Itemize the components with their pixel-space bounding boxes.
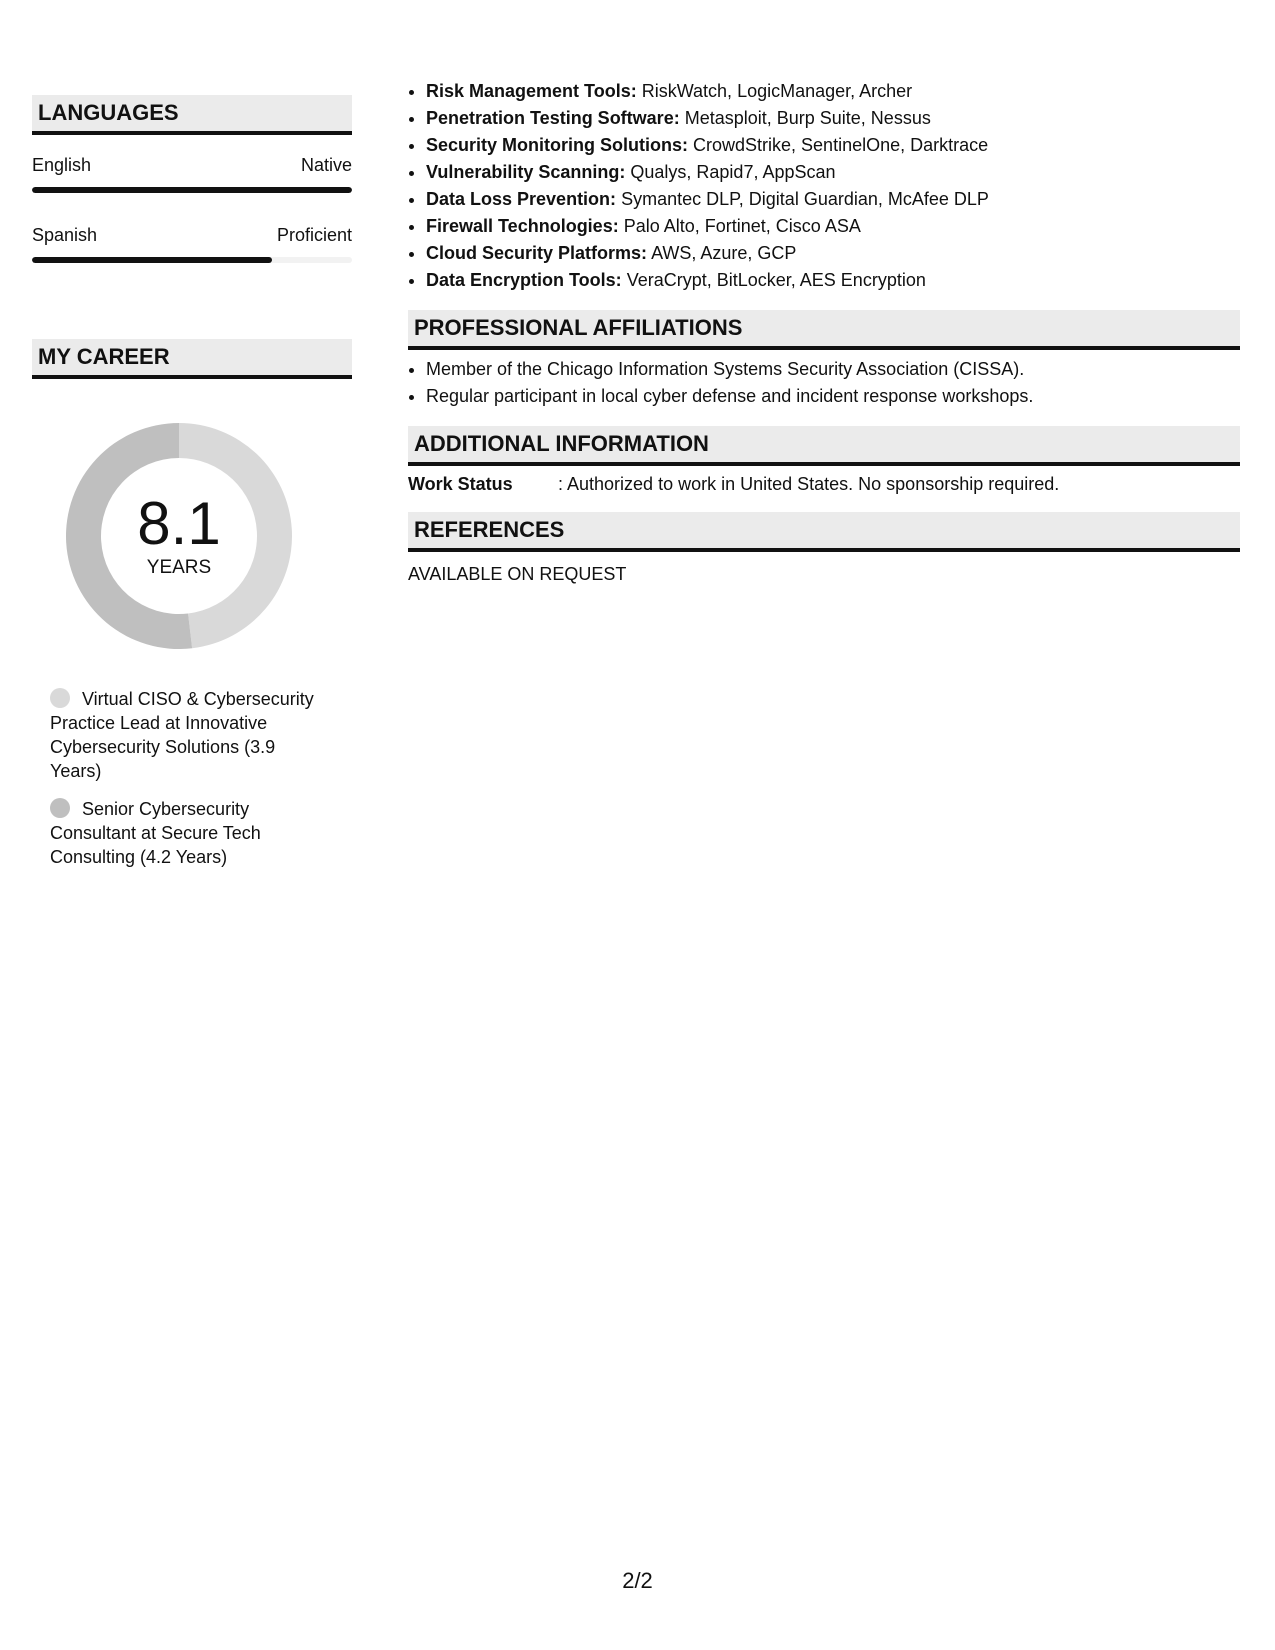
left-column xyxy=(32,95,352,883)
career-legend-item xyxy=(50,687,330,783)
tool-category: Data Loss Prevention: xyxy=(426,189,617,209)
tool-category: Data Encryption Tools: xyxy=(426,270,622,290)
affiliations-list xyxy=(408,356,1240,410)
legend-dot-icon xyxy=(50,798,70,818)
tool-values: Symantec DLP, Digital Guardian, McAfee DLP xyxy=(621,189,989,209)
language-proficiency-bar xyxy=(32,187,352,193)
page-number: 2/2 xyxy=(622,1568,653,1593)
references-text: AVAILABLE ON REQUEST xyxy=(408,564,627,584)
language-proficiency-fill xyxy=(32,257,272,263)
tools-list-item xyxy=(426,240,1240,267)
language-proficiency-bar xyxy=(32,257,352,263)
language-item-spanish xyxy=(32,223,352,263)
tools-list-item xyxy=(426,213,1240,240)
tool-values: Qualys, Rapid7, AppScan xyxy=(630,162,836,182)
work-status-row xyxy=(408,472,1240,496)
career-total-years: 8.1 xyxy=(137,490,221,557)
career-role-label: Senior Cybersecurity Consultant at Secure Tech Consulting (4.2 Years) xyxy=(50,799,261,867)
work-status-label: Work Status xyxy=(408,474,513,494)
language-level: Native xyxy=(300,155,352,175)
tool-values: RiskWatch, LogicManager, Archer xyxy=(641,81,913,101)
references-heading: REFERENCES xyxy=(408,512,1240,552)
tool-category: Firewall Technologies: xyxy=(426,216,619,236)
tools-list xyxy=(408,78,1240,294)
languages-heading: LANGUAGES xyxy=(32,95,352,135)
tool-values: Metasploit, Burp Suite, Nessus xyxy=(684,108,931,128)
additional-info-heading: ADDITIONAL INFORMATION xyxy=(408,426,1240,466)
tool-category: Vulnerability Scanning: xyxy=(426,162,626,182)
affiliation-item: • Member of the Chicago Information Systems Security Association (CISSA). xyxy=(426,356,1240,383)
tool-values: VeraCrypt, BitLocker, AES Encryption xyxy=(626,270,926,290)
language-name: English xyxy=(32,155,92,175)
tool-values: CrowdStrike, SentinelOne, Darktrace xyxy=(693,135,989,155)
tools-list-item xyxy=(426,78,1240,105)
tool-values: AWS, Azure, GCP xyxy=(651,243,797,263)
career-legend-item xyxy=(50,797,330,869)
tool-values: Palo Alto, Fortinet, Cisco ASA xyxy=(623,216,861,236)
tools-list-item xyxy=(426,105,1240,132)
donut-center xyxy=(66,423,292,649)
language-item-english xyxy=(32,153,352,193)
language-name: Spanish xyxy=(32,225,98,245)
affiliation-item: • Regular participant in local cyber defense and incident response workshops. xyxy=(426,383,1240,410)
tools-list-item xyxy=(426,267,1240,294)
tool-category: Cloud Security Platforms: xyxy=(426,243,648,263)
language-proficiency-fill xyxy=(32,187,352,193)
tool-category: Security Monitoring Solutions: xyxy=(426,135,688,155)
career-total-unit: YEARS xyxy=(146,557,212,578)
tool-category: Risk Management Tools: xyxy=(426,81,637,101)
career-legend xyxy=(50,687,330,869)
legend-dot-icon xyxy=(50,688,70,708)
tools-list-item xyxy=(426,132,1240,159)
work-status-value: : Authorized to work in United States. No sponsorship required. xyxy=(558,474,1060,494)
career-donut-chart xyxy=(66,423,292,649)
tools-list-item xyxy=(426,159,1240,186)
tools-list-item xyxy=(426,186,1240,213)
language-level: Proficient xyxy=(276,225,352,245)
career-role-label: Virtual CISO & Cybersecurity Practice Lead at Innovative Cybersecurity Solutions (3.9 Years) xyxy=(50,689,314,781)
tool-category: Penetration Testing Software: xyxy=(426,108,680,128)
affiliations-heading: PROFESSIONAL AFFILIATIONS xyxy=(408,310,1240,350)
right-column xyxy=(408,78,1240,586)
career-heading: MY CAREER xyxy=(32,339,352,379)
